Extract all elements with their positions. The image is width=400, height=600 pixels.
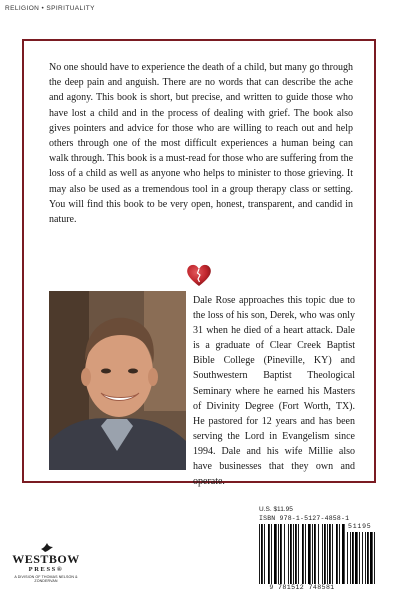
author-bio: Dale Rose approaches this topic due to the loss of his son, Derek, who was only 31 when he died of a heart attack. Dale is a graduate of Clear Creek Baptist Bible College (Pineville, KY) and Southwestern Baptist Theological Seminary where he earned his Masters of Divinity Degree (Fort Worth, TX). He pastored for 12 years and has been serving the Lord in Evangelism since 1994. Dale and his wife Millie also have businesses that they own and operate. bbox=[193, 295, 355, 488]
author-photo bbox=[49, 291, 186, 470]
barcode bbox=[259, 515, 379, 593]
ean-digits: 9 781512 748581 bbox=[269, 584, 335, 591]
isbn-label: ISBN 978-1-5127-4858-1 bbox=[259, 515, 350, 522]
addon-barcode bbox=[347, 532, 377, 584]
category-label: RELIGION • SPIRITUALITY bbox=[5, 5, 95, 12]
publisher-tagline: A DIVISION OF THOMAS NELSON & ZONDERVAN bbox=[14, 575, 78, 583]
publisher-logo bbox=[3, 542, 89, 590]
heart-icon bbox=[185, 262, 213, 288]
ean-barcode bbox=[259, 524, 345, 584]
publisher-name: WESTBOW bbox=[12, 552, 80, 566]
publisher-sub: PRESS® bbox=[28, 566, 64, 573]
book-description: No one should have to experience the death of a child, but many go through the deep pain and anguish. There are no words that can describe the ache and agony. This book is short, but precise, and written to guide those who have lost a child and in the process of dealing with grief. The book also gives pointers and advice for those who are willing to reach out and help others through one of the most difficult experiences a human being can walk through. This book is a must-read for those who are suffering from the loss of a child as well as anyone who helps to minister to those grieving. It may also be used as a tremendous tool in a group therapy class or setting. You will find this book to be very open, honest, transparent, and candid in nature. bbox=[49, 62, 354, 226]
addon-digits: 51195 bbox=[348, 523, 372, 530]
price-label: U.S. $11.95 bbox=[259, 506, 293, 513]
